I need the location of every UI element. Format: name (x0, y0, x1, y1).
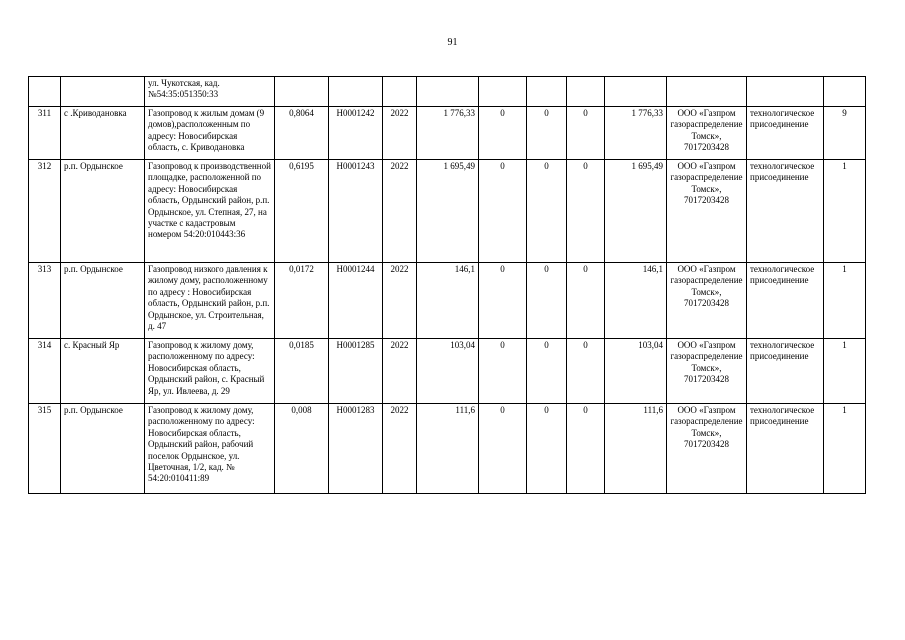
cell-count: 1 (824, 339, 866, 404)
cell-number: 311 (29, 107, 61, 160)
cell-cost: 1 695,49 (417, 160, 479, 263)
cell-col9: 0 (567, 107, 605, 160)
cell-number: 315 (29, 404, 61, 494)
cell-col7: 0 (479, 263, 527, 339)
cell-count: 9 (824, 107, 866, 160)
cell-length: 0,008 (275, 404, 329, 494)
cell-owner: ООО «Газпром газораспределение Томск», 7017203428 (667, 404, 747, 494)
cell-year: 2022 (383, 404, 417, 494)
cell-locality: р.п. Ордынское (61, 404, 145, 494)
cell-col9: 0 (567, 160, 605, 263)
cell-description: ул. Чукотская, кад.№54:35:051350:33 (145, 77, 275, 107)
cell-number: 313 (29, 263, 61, 339)
cell-inventory: Н0001243 (329, 160, 383, 263)
cell-year: 2022 (383, 263, 417, 339)
cell-col8: 0 (527, 263, 567, 339)
cell-owner: ООО «Газпром газораспределение Томск», 7017203428 (667, 107, 747, 160)
cell-total: 1 695,49 (605, 160, 667, 263)
cell-col9: 0 (567, 404, 605, 494)
cell-owner: ООО «Газпром газораспределение Томск», 7017203428 (667, 263, 747, 339)
cell-description: Газопровод низкого давления к жилому дому, расположенному по адресу : Новосибирская область, Ордынский район, р.п. Ордынское, ул. Строительная, д. 47 (145, 263, 275, 339)
cell-col7 (479, 77, 527, 107)
cell-year: 2022 (383, 339, 417, 404)
cell-locality: р.п. Ордынское (61, 263, 145, 339)
cell-locality: с .Криводановка (61, 107, 145, 160)
cell-cost: 146,1 (417, 263, 479, 339)
cell-col7: 0 (479, 404, 527, 494)
cell-col7: 0 (479, 107, 527, 160)
table-row (29, 339, 866, 404)
cell-purpose: технологическое присоединение (747, 339, 824, 404)
cell-col9: 0 (567, 339, 605, 404)
cell-col8: 0 (527, 160, 567, 263)
cell-inventory: Н0001285 (329, 339, 383, 404)
cell-col9: 0 (567, 263, 605, 339)
cell-total: 103,04 (605, 339, 667, 404)
cell-inventory: Н0001283 (329, 404, 383, 494)
cell-count: 1 (824, 404, 866, 494)
cell-col8: 0 (527, 404, 567, 494)
cell-length: 0,0185 (275, 339, 329, 404)
cell-number: 312 (29, 160, 61, 263)
page-number: 91 (447, 37, 458, 48)
cell-col9 (567, 77, 605, 107)
cell-length: 0,8064 (275, 107, 329, 160)
table-row (29, 404, 866, 494)
cell-description: Газопровод к производственной площадке, расположенной по адресу: Новосибирская область, Ордынский район, р.п. Ордынское, ул. Степная, 27, на участке с кадастровым номером 54:20:010443:36 (145, 160, 275, 263)
cell-year: 2022 (383, 107, 417, 160)
cell-purpose: технологическое присоединение (747, 160, 824, 263)
cell-count: 1 (824, 160, 866, 263)
cell-cost: 111,6 (417, 404, 479, 494)
table-row (29, 107, 866, 160)
cell-description: Газопровод к жилым домам (9 домов),расположенным по адресу: Новосибирская область, с. Криводановка (145, 107, 275, 160)
cell-length: 0,6195 (275, 160, 329, 263)
cell-owner: ООО «Газпром газораспределение Томск», 7017203428 (667, 339, 747, 404)
cell-purpose: технологическое присоединение (747, 404, 824, 494)
cell-year: 2022 (383, 160, 417, 263)
cell-total: 1 776,33 (605, 107, 667, 160)
cell-cost (417, 77, 479, 107)
cell-cost: 103,04 (417, 339, 479, 404)
cell-locality (61, 77, 145, 107)
cell-purpose (747, 77, 824, 107)
cell-length: 0,0172 (275, 263, 329, 339)
cell-number (29, 77, 61, 107)
cell-col8: 0 (527, 339, 567, 404)
table-row (29, 263, 866, 339)
cell-total (605, 77, 667, 107)
cell-col7: 0 (479, 160, 527, 263)
cell-total: 146,1 (605, 263, 667, 339)
cell-year (383, 77, 417, 107)
cell-owner: ООО «Газпром газораспределение Томск», 7017203428 (667, 160, 747, 263)
cell-cost: 1 776,33 (417, 107, 479, 160)
cell-count: 1 (824, 263, 866, 339)
cell-purpose: технологическое присоединение (747, 263, 824, 339)
table-row (29, 160, 866, 263)
cell-description: Газопровод к жилому дому, расположенному по адресу: Новосибирская область, Ордынский район, с. Красный Яр, ул. Ивлеева, д. 29 (145, 339, 275, 404)
cell-owner (667, 77, 747, 107)
cell-locality: с. Красный Яр (61, 339, 145, 404)
cell-length (275, 77, 329, 107)
cell-description: Газопровод к жилому дому, расположенному по адресу: Новосибирская область, Ордынский район, рабочий поселок Ордынское, ул. Цветочная, 1/2, кад. № 54:20:010411:89 (145, 404, 275, 494)
cell-inventory (329, 77, 383, 107)
cell-total: 111,6 (605, 404, 667, 494)
cell-inventory: Н0001244 (329, 263, 383, 339)
cell-col8 (527, 77, 567, 107)
cell-inventory: Н0001242 (329, 107, 383, 160)
table-row-continuation (29, 77, 866, 107)
cell-purpose: технологическое присоединение (747, 107, 824, 160)
registry-table (28, 76, 866, 494)
cell-col7: 0 (479, 339, 527, 404)
cell-col8: 0 (527, 107, 567, 160)
cell-number: 314 (29, 339, 61, 404)
cell-count (824, 77, 866, 107)
cell-locality: р.п. Ордынское (61, 160, 145, 263)
